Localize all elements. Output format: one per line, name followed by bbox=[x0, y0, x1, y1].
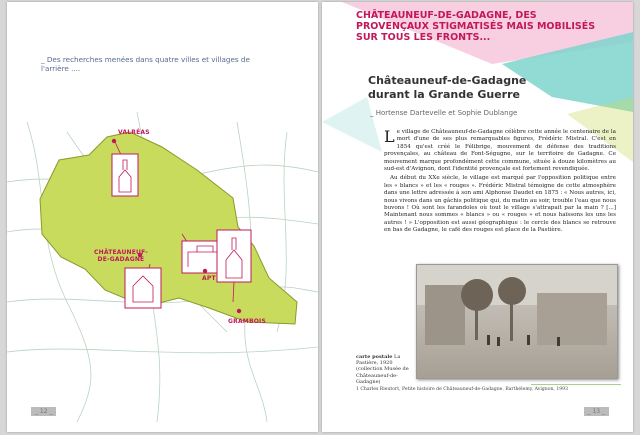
article-heading: Châteauneuf-de-Gadagne durant la Grande Guerre bbox=[368, 74, 527, 101]
article-authors: _ Hortense Dartevelle et Sophie Dublange bbox=[370, 109, 518, 117]
left-page-number: _ 12 _ bbox=[31, 407, 56, 416]
photo-caption-bold: carte postale bbox=[356, 354, 393, 360]
postcard-photo bbox=[416, 264, 618, 379]
article-body bbox=[384, 129, 616, 237]
left-page bbox=[7, 2, 318, 432]
photo-caption-text: La Pastière, 1920 (collection Musée de Châteauneuf-de-Gadagne) bbox=[356, 354, 409, 385]
map-label-chateauneuf: CHÂTEAUNEUF- DE-GADAGNE bbox=[94, 249, 148, 263]
photo-caption bbox=[356, 354, 412, 385]
map-label-valreas: VALRÉAS bbox=[118, 129, 150, 136]
paragraph-1: e village de Châteauneuf-de-Gadagne célèbre cette année le centenaire de la mort d'une de ses plus remarquables figures, Frédéric Mistral. C'est en 1854 qu'est créé le Félibrige, mouvement de défense des traditions provençales, au château de Font-Ségugne, sur le territoire de Gadagne. Ce mouvement marque profondément cette commune, située à douze kilomètres au sud-est d'Avignon, dont l'identité provençale est fortement revendiquée. bbox=[384, 129, 616, 173]
divider-line bbox=[531, 384, 621, 385]
vaucluse-region bbox=[40, 132, 297, 324]
right-page-number: _ 13 _ bbox=[584, 407, 609, 416]
paragraph-2: Au début du XXe siècle, le village est marqué par l'opposition politique entre les « blancs » et les « rouges ». Frédéric Mistral témoigne de cette atmosphère dans une lettre adressée à son ami Alphonse Daudet en 1875 : « Nous autres, ici, nous vivons dans un gâchis politique qui, du matin au soir, trouble l'eau que nous buvons ! Où sont les farandoles où tout le village s'attrapait par la main ? [...] Maintenant nous sommes « blancs » ou « rouges » et nous haïssons les uns les autres ! » L'opposition est aussi géographique : le cercle des blancs se retrouve en bas de Gadagne, le café des rouges est place de la Pastière. bbox=[384, 175, 616, 234]
vaucluse-map bbox=[7, 2, 318, 432]
right-page bbox=[322, 2, 633, 432]
footnote: 1 Charles Rieutort, Petite histoire de Châteauneuf-de-Gadagne, Barthélemy, Avignon, 1993 bbox=[356, 387, 569, 392]
map-label-apt: APT bbox=[202, 275, 216, 282]
drop-cap: L bbox=[384, 127, 395, 146]
section-title: CHÂTEAUNEUF-DE-GADAGNE, DES PROVENÇAUX STIGMATISÉS MAIS MOBILISÉS SUR TOUS LES FRONTS... bbox=[356, 10, 596, 43]
map-label-grambois: GRAMBOIS bbox=[228, 318, 266, 325]
left-intro: _ Des recherches menées dans quatre villes et villages de l'arrière .... bbox=[41, 55, 250, 73]
